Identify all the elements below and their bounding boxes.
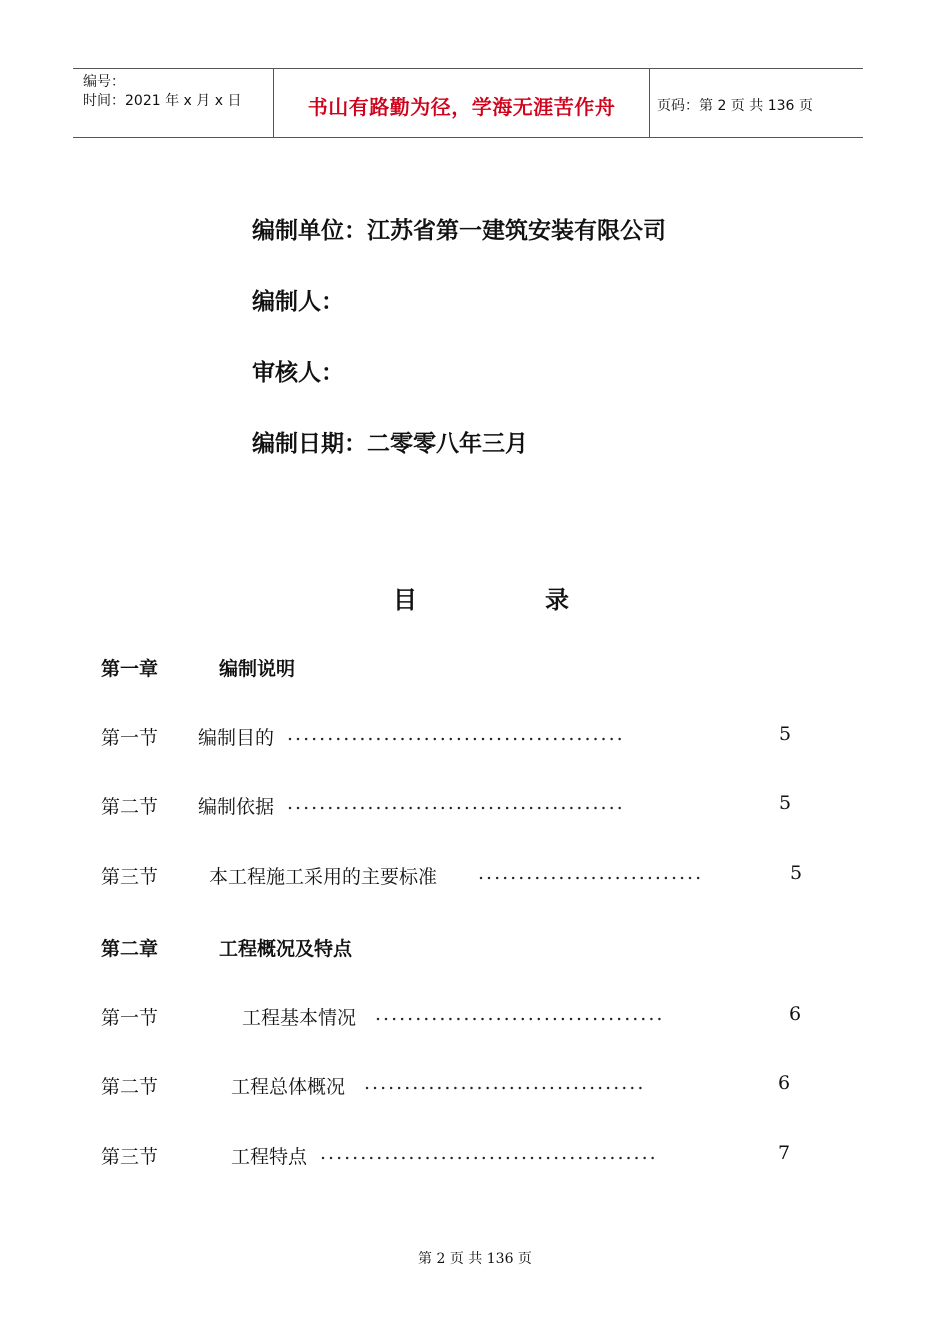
section-title: 编制依据 — [198, 796, 275, 818]
header-motto: 书山有路勤为径，学海无涯苦作舟 — [307, 95, 616, 119]
leader-dots: .......................................... — [287, 723, 625, 745]
chapter-title: 编制说明 — [219, 658, 296, 680]
section-page-number: 5 — [790, 862, 803, 884]
section-title: 编制目的 — [198, 727, 275, 749]
section-number: 第三节 — [101, 1146, 159, 1168]
leader-dots: .................................... — [375, 1003, 665, 1025]
leader-dots: ............................ — [478, 862, 704, 884]
compile-unit: 编制单位：江苏省第一建筑安装有限公司 — [252, 218, 666, 244]
section-page-number: 7 — [778, 1142, 791, 1164]
leader-dots: .......................................... — [320, 1142, 658, 1164]
chapter-title: 工程概况及特点 — [219, 938, 353, 960]
header-page-label: 页码：第 2 页 共 136 页 — [657, 98, 813, 114]
page-header — [73, 68, 863, 138]
chapter-number: 第二章 — [101, 938, 159, 960]
section-title: 工程特点 — [231, 1146, 308, 1168]
reviewer: 审核人： — [252, 360, 344, 386]
section-title: 工程基本情况 — [242, 1007, 357, 1029]
section-title: 本工程施工采用的主要标准 — [209, 866, 438, 888]
section-page-number: 6 — [778, 1072, 791, 1094]
header-page-cell — [649, 69, 863, 137]
leader-dots: .......................................... — [287, 792, 625, 814]
section-page-number: 5 — [779, 723, 792, 745]
page-footer: 第 2 页 共 136 页 — [418, 1251, 532, 1267]
section-title: 工程总体概况 — [231, 1076, 346, 1098]
header-motto-cell — [273, 69, 650, 137]
section-number: 第二节 — [101, 1076, 159, 1098]
chapter-number: 第一章 — [101, 658, 159, 680]
compiler: 编制人： — [252, 289, 344, 315]
toc-title-right: 录 — [545, 586, 569, 614]
section-number: 第一节 — [101, 727, 159, 749]
document-time-label: 时间：2021 年 x 月 x 日 — [83, 93, 242, 109]
section-number: 第三节 — [101, 866, 159, 888]
leader-dots: ................................... — [364, 1072, 646, 1094]
document-number-label: 编号： — [83, 74, 125, 90]
compile-date: 编制日期：二零零八年三月 — [252, 431, 528, 457]
section-page-number: 5 — [779, 792, 792, 814]
section-number: 第二节 — [101, 796, 159, 818]
header-meta-cell — [73, 69, 273, 137]
toc-title-left: 目 — [393, 586, 417, 614]
section-page-number: 6 — [789, 1003, 802, 1025]
section-number: 第一节 — [101, 1007, 159, 1029]
